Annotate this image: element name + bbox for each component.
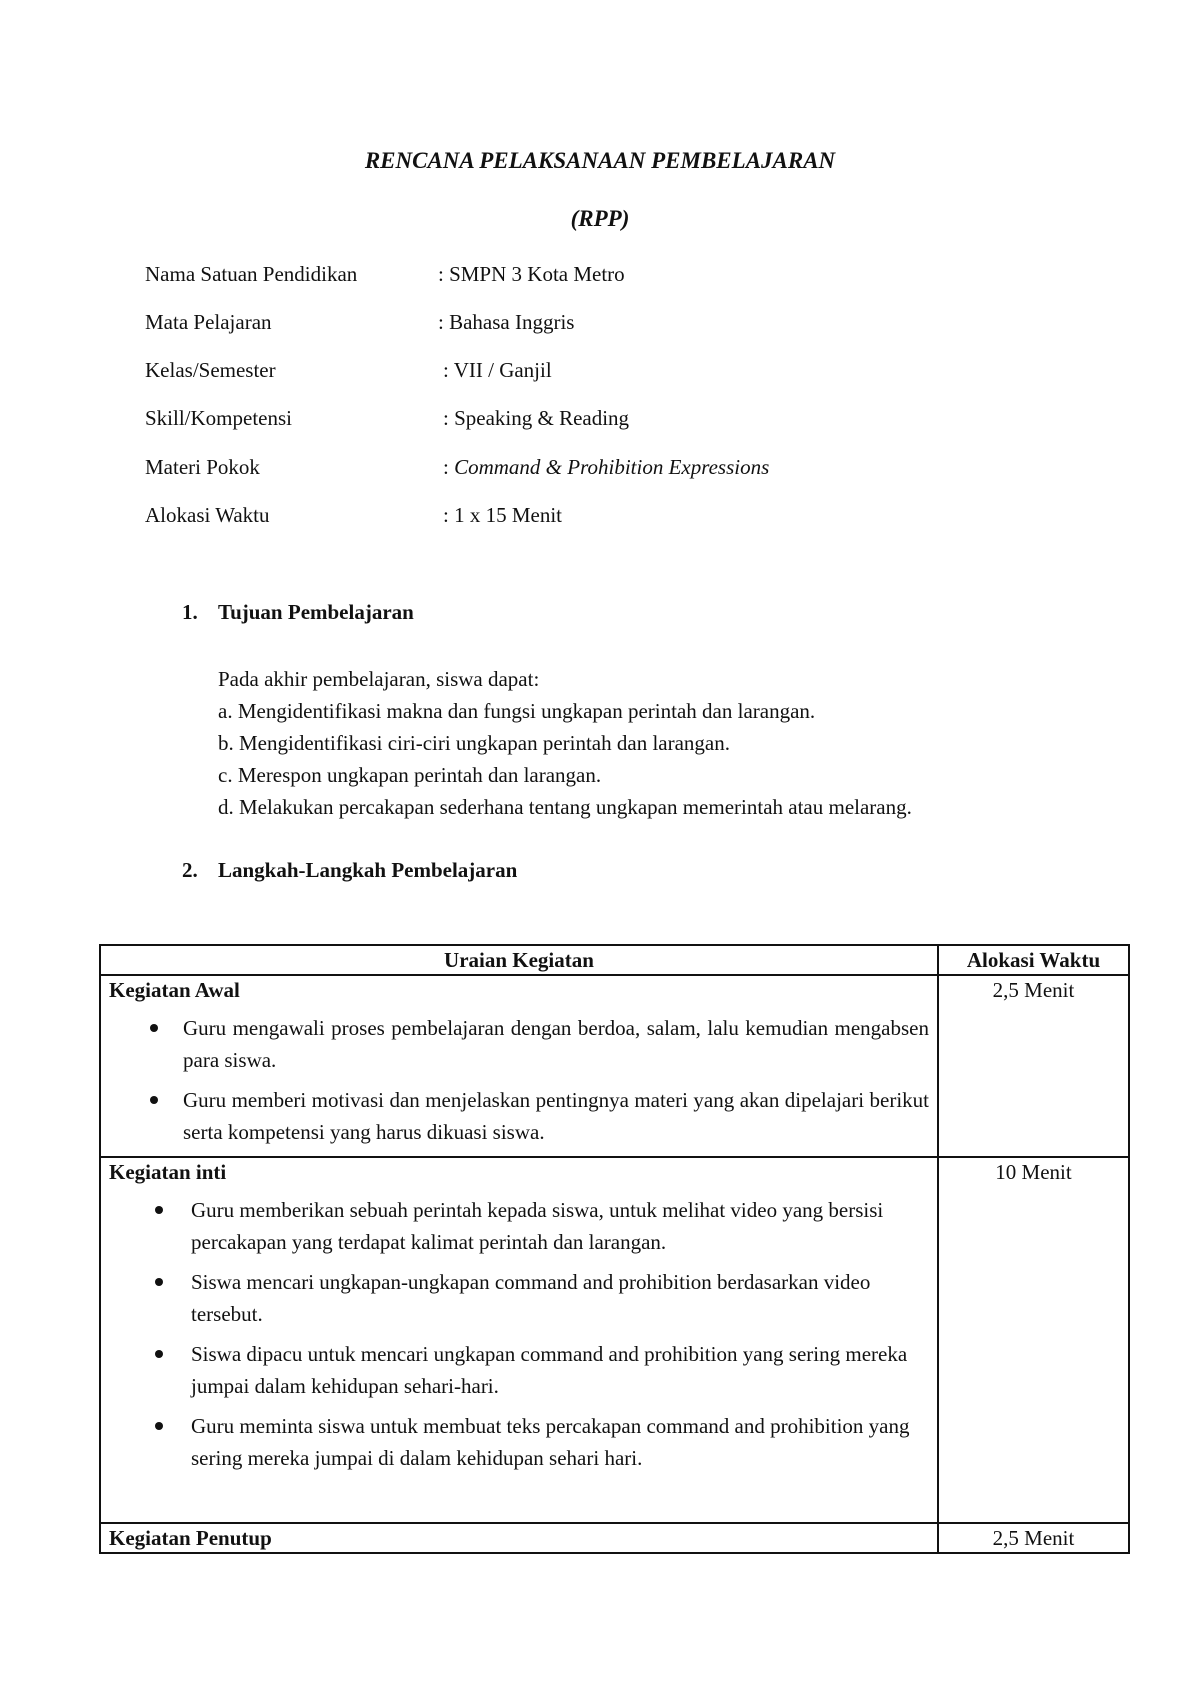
list-item-text: Guru mengawali proses pembelajaran dengan berdoa, salam, lalu kemudian mengabsen para siswa. — [183, 1016, 929, 1072]
bullet-icon — [155, 1278, 163, 1286]
document-title: RENCANA PELAKSANAAN PEMBELAJARAN — [364, 148, 836, 173]
identity-value: : SMPN 3 Kota Metro — [438, 262, 625, 286]
identity-value: : VII / Ganjil — [443, 358, 552, 382]
objective-item: b. Mengidentifikasi ciri-ciri ungkapan perintah dan larangan. — [218, 731, 730, 755]
identity-label: Skill/Kompetensi — [145, 406, 292, 430]
time-cell: 2,5 Menit — [938, 975, 1129, 1157]
table-row — [100, 1523, 1129, 1553]
time-cell: 2,5 Menit — [938, 1523, 1129, 1553]
activity-list — [109, 1194, 929, 1516]
activity-cell — [100, 1157, 938, 1523]
activity-list — [109, 1012, 929, 1148]
section-number: 2. — [182, 858, 198, 882]
activity-cell — [100, 1523, 938, 1553]
list-item — [109, 1410, 929, 1474]
list-item-text: Guru memberikan sebuah perintah kepada siswa, untuk melihat video yang bersisi percakapan yang terdapat kalimat perintah dan larangan. — [191, 1198, 884, 1254]
section-title: Tujuan Pembelajaran — [218, 600, 414, 624]
objective-item: a. Mengidentifikasi makna dan fungsi ungkapan perintah dan larangan. — [218, 699, 816, 723]
bullet-icon — [155, 1206, 163, 1214]
list-item — [109, 1194, 929, 1258]
section-title: Langkah-Langkah Pembelajaran — [218, 858, 518, 882]
identity-label: Materi Pokok — [145, 455, 260, 479]
list-item — [109, 1266, 929, 1330]
table-row — [100, 1157, 1129, 1523]
activity-cell — [100, 975, 938, 1157]
identity-value: : 1 x 15 Menit — [443, 503, 562, 527]
identity-label: Alokasi Waktu — [145, 503, 270, 527]
list-item-text: Guru memberi motivasi dan menjelaskan pentingnya materi yang akan dipelajari berikut serta kompetensi yang harus dikuasi siswa. — [183, 1088, 929, 1144]
list-item — [109, 1012, 929, 1076]
table-row — [100, 975, 1129, 1157]
list-item-text: Guru meminta siswa untuk membuat teks percakapan command and prohibition yang sering mereka jumpai di dalam kehidupan sehari hari. — [191, 1414, 910, 1470]
identity-value: : Bahasa Inggris — [438, 310, 575, 334]
objective-item: c. Merespon ungkapan perintah dan larangan. — [218, 763, 602, 787]
activity-heading: Kegiatan inti — [109, 1160, 227, 1184]
table-header-row — [100, 945, 1129, 975]
activities-table — [99, 944, 1130, 1554]
objective-item: d. Melakukan percakapan sederhana tentang ungkapan memerintah atau melarang. — [218, 795, 912, 819]
time-cell: 10 Menit — [938, 1157, 1129, 1523]
activity-heading: Kegiatan Awal — [109, 978, 240, 1002]
identity-value — [443, 455, 769, 480]
identity-label: Nama Satuan Pendidikan — [145, 262, 358, 286]
bullet-icon — [150, 1024, 158, 1032]
objectives-intro: Pada akhir pembelajaran, siswa dapat: — [218, 667, 540, 691]
bullet-icon — [150, 1096, 158, 1104]
bullet-icon — [155, 1350, 163, 1358]
list-item — [109, 1084, 929, 1148]
identity-label: Mata Pelajaran — [145, 310, 272, 334]
table-header-activity: Uraian Kegiatan — [100, 945, 938, 975]
identity-label: Kelas/Semester — [145, 358, 276, 382]
identity-value: : Speaking & Reading — [443, 406, 630, 430]
activity-heading: Kegiatan Penutup — [109, 1526, 272, 1550]
document-subtitle: (RPP) — [570, 206, 630, 231]
list-item-text: Siswa mencari ungkapan-ungkapan command and prohibition berdasarkan video tersebut. — [191, 1270, 871, 1326]
list-item-text: Siswa dipacu untuk mencari ungkapan command and prohibition yang sering mereka jumpai dalam kehidupan sehari-hari. — [191, 1342, 908, 1398]
table-header-time: Alokasi Waktu — [938, 945, 1129, 975]
bullet-icon — [155, 1422, 163, 1430]
section-number: 1. — [182, 600, 198, 624]
list-item — [109, 1338, 929, 1402]
identity-value-prefix: : — [443, 455, 455, 479]
identity-value-italic: Command & Prohibition Expressions — [454, 455, 770, 479]
